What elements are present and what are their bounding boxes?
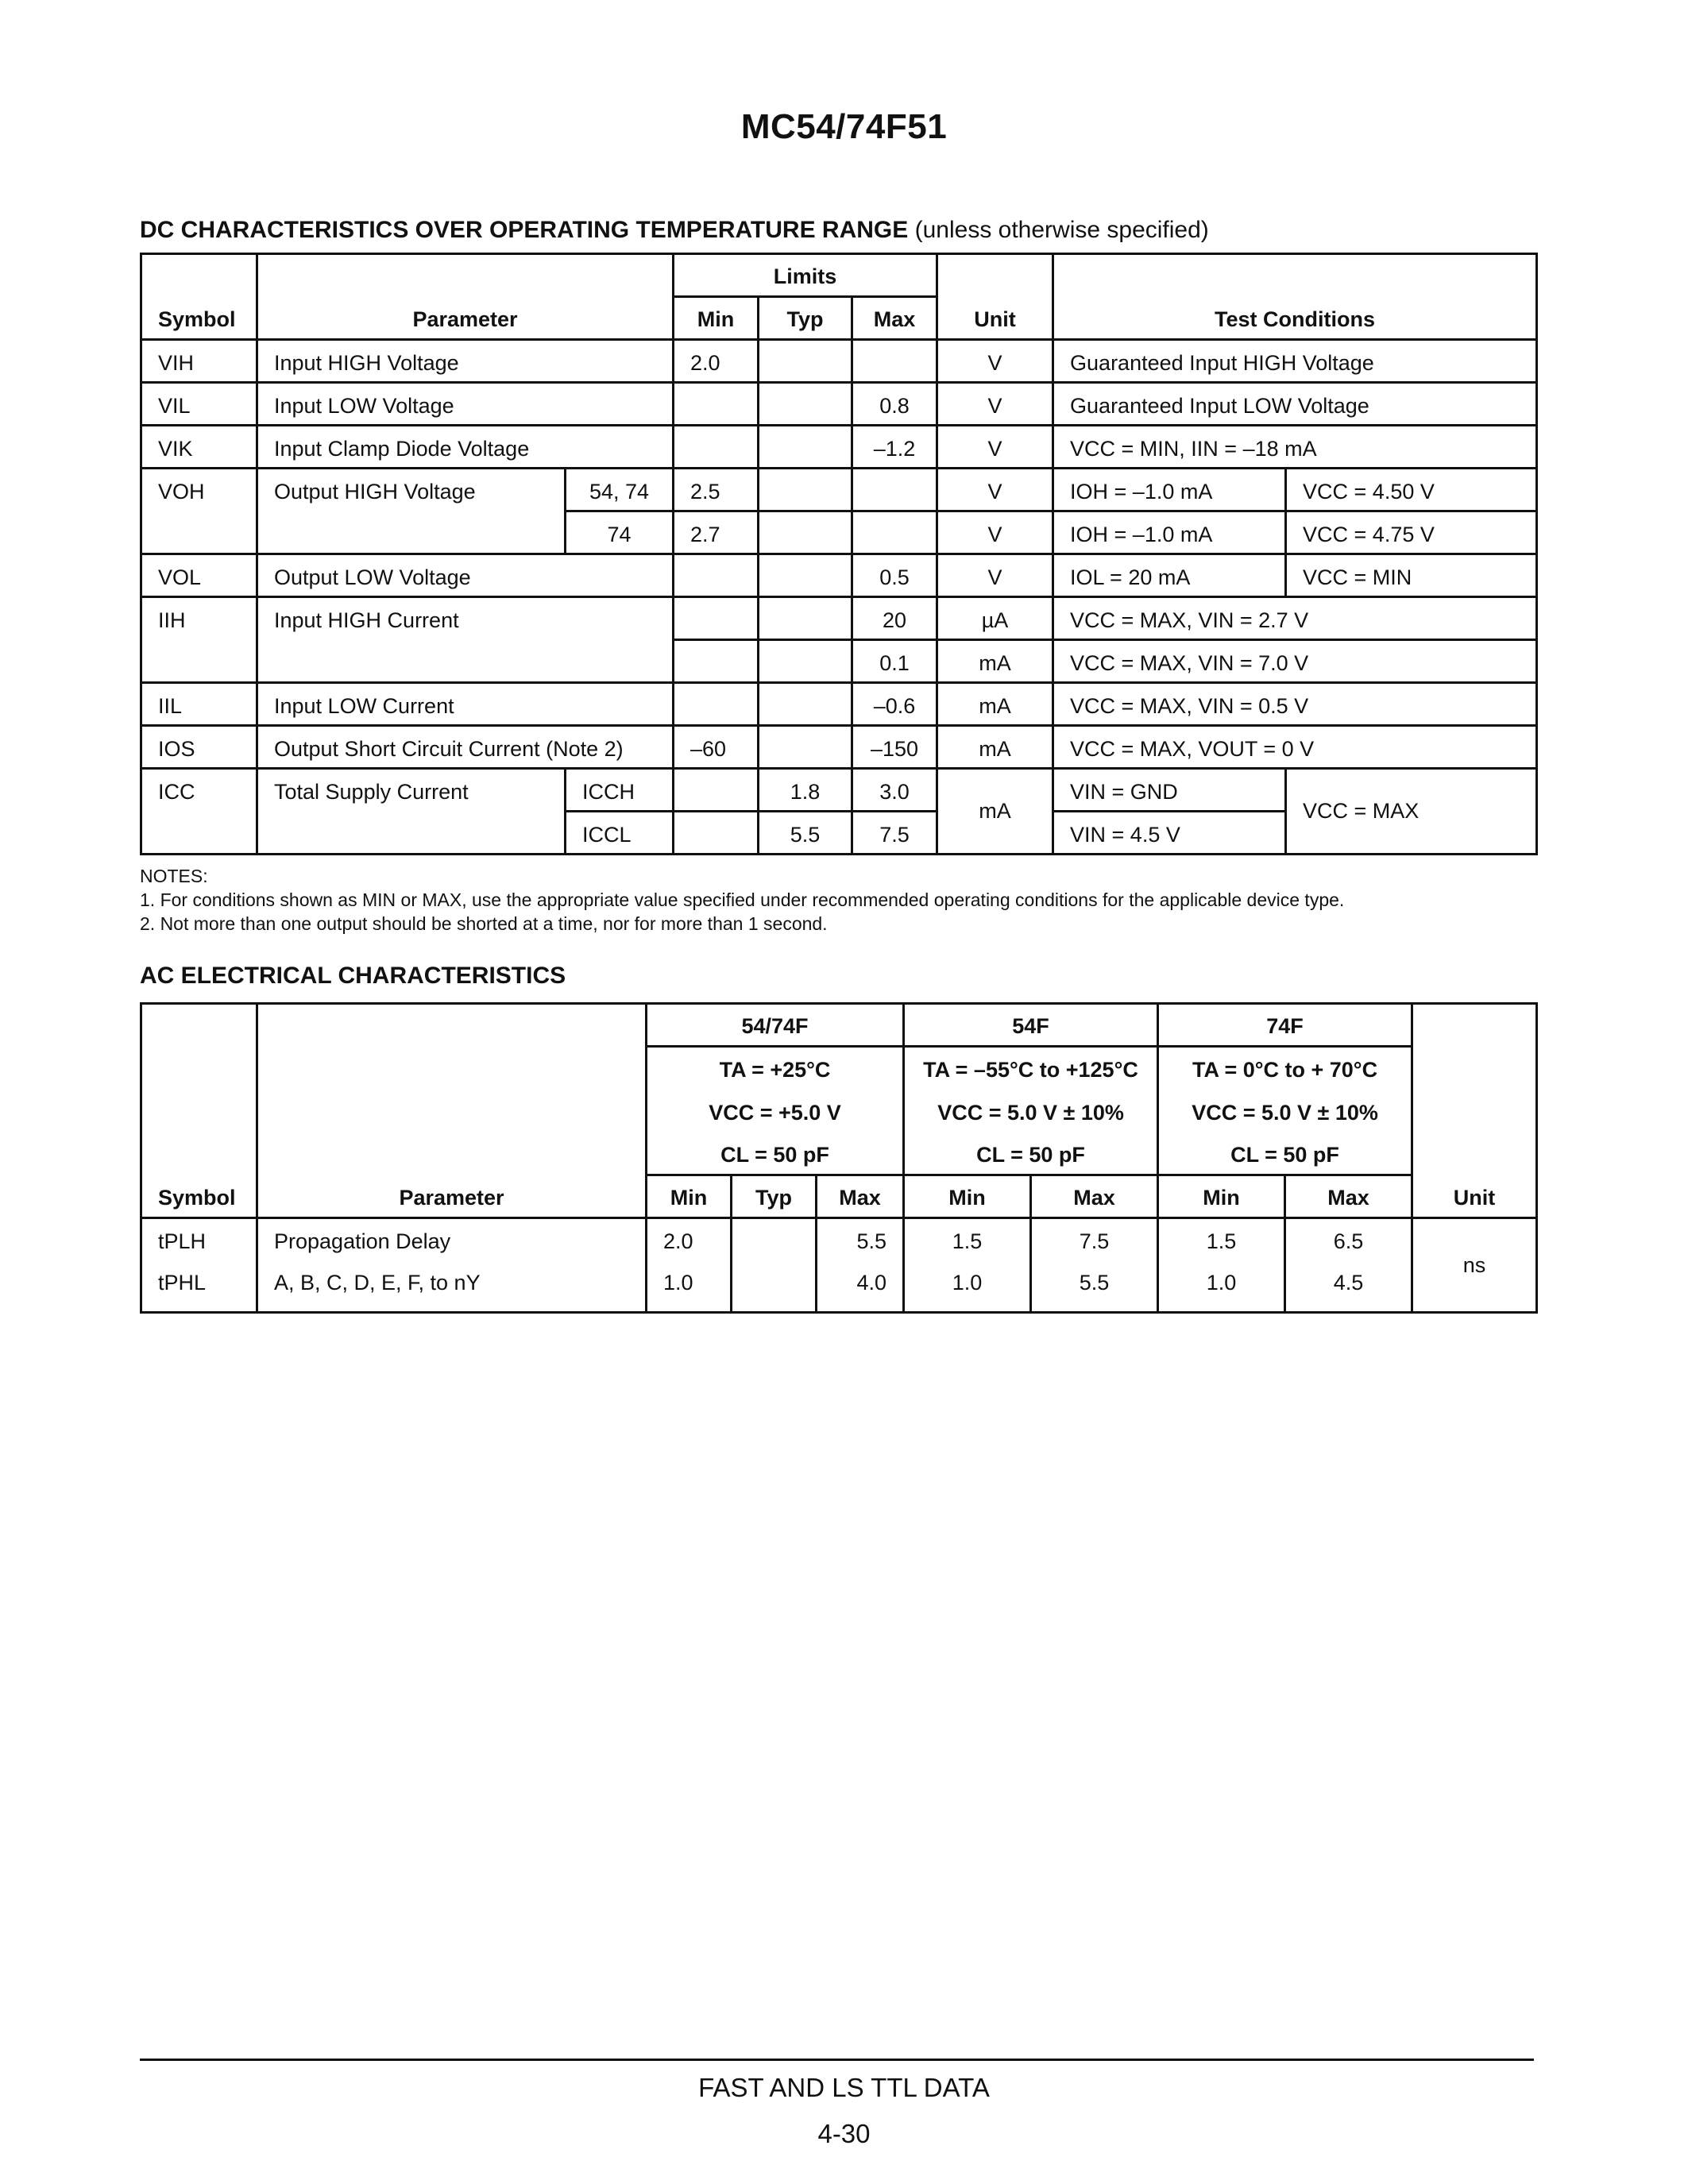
condition-a-cell: VIN = 4.5 V (1053, 812, 1286, 855)
condition-cell: VCC = MAX, VIN = 2.7 V (1053, 597, 1537, 640)
value: 7.5 (1079, 1229, 1110, 1253)
unit-cell: mA (937, 726, 1053, 769)
symbol-cell: ICC (141, 769, 257, 855)
g1-cl: CL = 50 pF (647, 1133, 904, 1175)
ac-header-row-1 (141, 1004, 1537, 1047)
value: 1.0 (952, 1271, 983, 1295)
g2-max-header: Max (1031, 1175, 1158, 1218)
parameter-cell: Output HIGH Voltage (257, 469, 566, 554)
g1-ta: TA = +25°C (647, 1047, 904, 1090)
condition-a-cell: VIN = GND (1053, 769, 1286, 812)
g3-min-cell (1158, 1218, 1285, 1313)
value: 5.5 (856, 1229, 887, 1253)
max-cell (852, 469, 937, 511)
parameter-cell: Output LOW Voltage (257, 554, 674, 597)
g1-min-header: Min (647, 1175, 732, 1218)
dc-heading-text: DC CHARACTERISTICS OVER OPERATING TEMPERATURE RANGE (140, 217, 909, 243)
table-row-vih (141, 340, 1537, 383)
group-54-74f: 54/74F (647, 1004, 904, 1047)
g2-ta: TA = –55°C to +125°C (904, 1047, 1158, 1090)
symbol-tphl: tPHL (158, 1271, 207, 1295)
max-cell: –1.2 (852, 426, 937, 469)
unit-cell: V (937, 426, 1053, 469)
value: 1.0 (1206, 1271, 1237, 1295)
condition-a-cell: IOL = 20 mA (1053, 554, 1286, 597)
typ-cell (759, 340, 852, 383)
unit-cell: mA (937, 769, 1053, 855)
symbol-cell: IIH (141, 597, 257, 683)
max-cell: 7.5 (852, 812, 937, 855)
min-cell (674, 383, 759, 426)
header-max: Max (852, 297, 937, 340)
header-symbol: Symbol (141, 1004, 257, 1218)
g3-cl: CL = 50 pF (1158, 1133, 1412, 1175)
min-cell: –60 (674, 726, 759, 769)
icc-sub-label: ICCH (566, 769, 674, 812)
header-limits: Limits (674, 254, 937, 297)
symbol-cell: IOS (141, 726, 257, 769)
notes-block (140, 864, 1344, 936)
typ-cell (759, 554, 852, 597)
unit-cell: V (937, 511, 1053, 554)
notes-label: NOTES: (140, 866, 208, 886)
condition-b-cell: VCC = 4.50 V (1286, 469, 1537, 511)
g3-ta: TA = 0°C to + 70°C (1158, 1047, 1412, 1090)
max-cell (852, 340, 937, 383)
dc-characteristics-table (140, 253, 1538, 855)
parameter-cell: Output Short Circuit Current (Note 2) (257, 726, 674, 769)
parameter-cell: Total Supply Current (257, 769, 566, 855)
table-row-vol (141, 554, 1537, 597)
header-parameter: Parameter (257, 254, 674, 340)
parameter-cell: Input HIGH Current (257, 597, 674, 683)
symbol-cell: VOL (141, 554, 257, 597)
symbol-cell: IIL (141, 683, 257, 726)
header-typ: Typ (759, 297, 852, 340)
value: 6.5 (1333, 1229, 1364, 1253)
dc-heading-note: (unless otherwise specified) (914, 217, 1209, 243)
table-row-voh-1 (141, 469, 1537, 511)
g3-min-header: Min (1158, 1175, 1285, 1218)
ac-characteristics-table (140, 1002, 1538, 1314)
value: 1.0 (663, 1271, 693, 1295)
g1-max-header: Max (817, 1175, 904, 1218)
condition-cell: VCC = MAX, VIN = 0.5 V (1053, 683, 1537, 726)
min-cell (674, 769, 759, 812)
symbol-tplh: tPLH (158, 1229, 207, 1253)
typ-cell (759, 426, 852, 469)
page-title: MC54/74F51 (740, 107, 948, 146)
param-line-1: Propagation Delay (274, 1229, 451, 1253)
header-parameter: Parameter (257, 1004, 647, 1218)
note-1: 1. For conditions shown as MIN or MAX, use the appropriate value specified under recommended operating conditions for the applicable device type. (140, 889, 1345, 910)
min-cell (674, 640, 759, 683)
typ-cell (759, 640, 852, 683)
condition-cell: VCC = MAX, VIN = 7.0 V (1053, 640, 1537, 683)
unit-cell: ns (1412, 1218, 1537, 1313)
g3-max-cell (1285, 1218, 1412, 1313)
footer-label: FAST AND LS TTL DATA (698, 2073, 990, 2102)
parameter-cell: Input HIGH Voltage (257, 340, 674, 383)
typ-cell (759, 469, 852, 511)
footer-rule (140, 2059, 1534, 2061)
min-cell (674, 683, 759, 726)
typ-cell (759, 683, 852, 726)
unit-cell: mA (937, 683, 1053, 726)
min-cell (674, 597, 759, 640)
condition-a-cell: IOH = –1.0 mA (1053, 511, 1286, 554)
g2-cl: CL = 50 pF (904, 1133, 1158, 1175)
symbol-cell: VIL (141, 383, 257, 426)
g2-max-cell (1031, 1218, 1158, 1313)
condition-cell: VCC = MAX, VOUT = 0 V (1053, 726, 1537, 769)
min-cell (674, 812, 759, 855)
condition-b-cell: VCC = MIN (1286, 554, 1537, 597)
g3-max-header: Max (1285, 1175, 1412, 1218)
table-row-iil (141, 683, 1537, 726)
table-row-propagation-delay (141, 1218, 1537, 1313)
device-cell: 74 (566, 511, 674, 554)
condition-a-cell: IOH = –1.0 mA (1053, 469, 1286, 511)
g1-max-cell (817, 1218, 904, 1313)
typ-cell (759, 597, 852, 640)
value: 2.0 (663, 1229, 693, 1253)
symbol-cell: VOH (141, 469, 257, 554)
value: 1.5 (952, 1229, 983, 1253)
parameter-cell (257, 1218, 647, 1313)
header-unit: Unit (937, 254, 1053, 340)
max-cell: –0.6 (852, 683, 937, 726)
icc-sub-label: ICCL (566, 812, 674, 855)
g1-vcc: VCC = +5.0 V (647, 1090, 904, 1133)
min-cell (674, 554, 759, 597)
table-row-ios (141, 726, 1537, 769)
max-cell: 0.5 (852, 554, 937, 597)
value: 4.5 (1333, 1271, 1364, 1295)
unit-cell: V (937, 383, 1053, 426)
group-54f: 54F (904, 1004, 1158, 1047)
typ-cell (759, 511, 852, 554)
parameter-cell: Input Clamp Diode Voltage (257, 426, 674, 469)
symbol-cell (141, 1218, 257, 1313)
value: 5.5 (1079, 1271, 1110, 1295)
value: 4.0 (856, 1271, 887, 1295)
header-min: Min (674, 297, 759, 340)
dc-section-heading (140, 217, 1209, 244)
g2-min-header: Min (904, 1175, 1031, 1218)
typ-cell (759, 726, 852, 769)
unit-cell: V (937, 469, 1053, 511)
g2-min-cell (904, 1218, 1031, 1313)
value: 1.5 (1206, 1229, 1237, 1253)
device-cell: 54, 74 (566, 469, 674, 511)
header-symbol: Symbol (141, 254, 257, 340)
header-test-conditions: Test Conditions (1053, 254, 1537, 340)
table-row-iih-1 (141, 597, 1537, 640)
table-row-vil (141, 383, 1537, 426)
typ-cell: 5.5 (759, 812, 852, 855)
table-row-icc-1 (141, 769, 1537, 812)
parameter-cell: Input LOW Voltage (257, 383, 674, 426)
max-cell: 0.8 (852, 383, 937, 426)
param-line-2: A, B, C, D, E, F, to nY (274, 1271, 481, 1295)
g1-typ-cell (732, 1218, 817, 1313)
min-cell: 2.5 (674, 469, 759, 511)
dc-header-row-1 (141, 254, 1537, 297)
unit-cell: V (937, 554, 1053, 597)
max-cell: –150 (852, 726, 937, 769)
max-cell: 0.1 (852, 640, 937, 683)
symbol-cell: VIK (141, 426, 257, 469)
min-cell (674, 426, 759, 469)
shared-condition-cell: VCC = MAX (1286, 769, 1537, 855)
unit-cell: V (937, 340, 1053, 383)
header-unit: Unit (1412, 1004, 1537, 1218)
condition-cell: Guaranteed Input HIGH Voltage (1053, 340, 1537, 383)
parameter-cell: Input LOW Current (257, 683, 674, 726)
min-cell: 2.0 (674, 340, 759, 383)
condition-cell: VCC = MIN, IIN = –18 mA (1053, 426, 1537, 469)
unit-cell: mA (937, 640, 1053, 683)
table-row-vik (141, 426, 1537, 469)
typ-cell (759, 383, 852, 426)
max-cell (852, 511, 937, 554)
group-74f: 74F (1158, 1004, 1412, 1047)
symbol-cell: VIH (141, 340, 257, 383)
condition-b-cell: VCC = 4.75 V (1286, 511, 1537, 554)
g2-vcc: VCC = 5.0 V ± 10% (904, 1090, 1158, 1133)
g3-vcc: VCC = 5.0 V ± 10% (1158, 1090, 1412, 1133)
max-cell: 20 (852, 597, 937, 640)
unit-cell: µA (937, 597, 1053, 640)
g1-typ-header: Typ (732, 1175, 817, 1218)
ac-section-heading: AC ELECTRICAL CHARACTERISTICS (140, 963, 566, 989)
min-cell: 2.7 (674, 511, 759, 554)
page-number: 4-30 (817, 2119, 871, 2148)
condition-cell: Guaranteed Input LOW Voltage (1053, 383, 1537, 426)
typ-cell: 1.8 (759, 769, 852, 812)
max-cell: 3.0 (852, 769, 937, 812)
note-2: 2. Not more than one output should be shorted at a time, nor for more than 1 second. (140, 913, 828, 934)
g1-min-cell (647, 1218, 732, 1313)
